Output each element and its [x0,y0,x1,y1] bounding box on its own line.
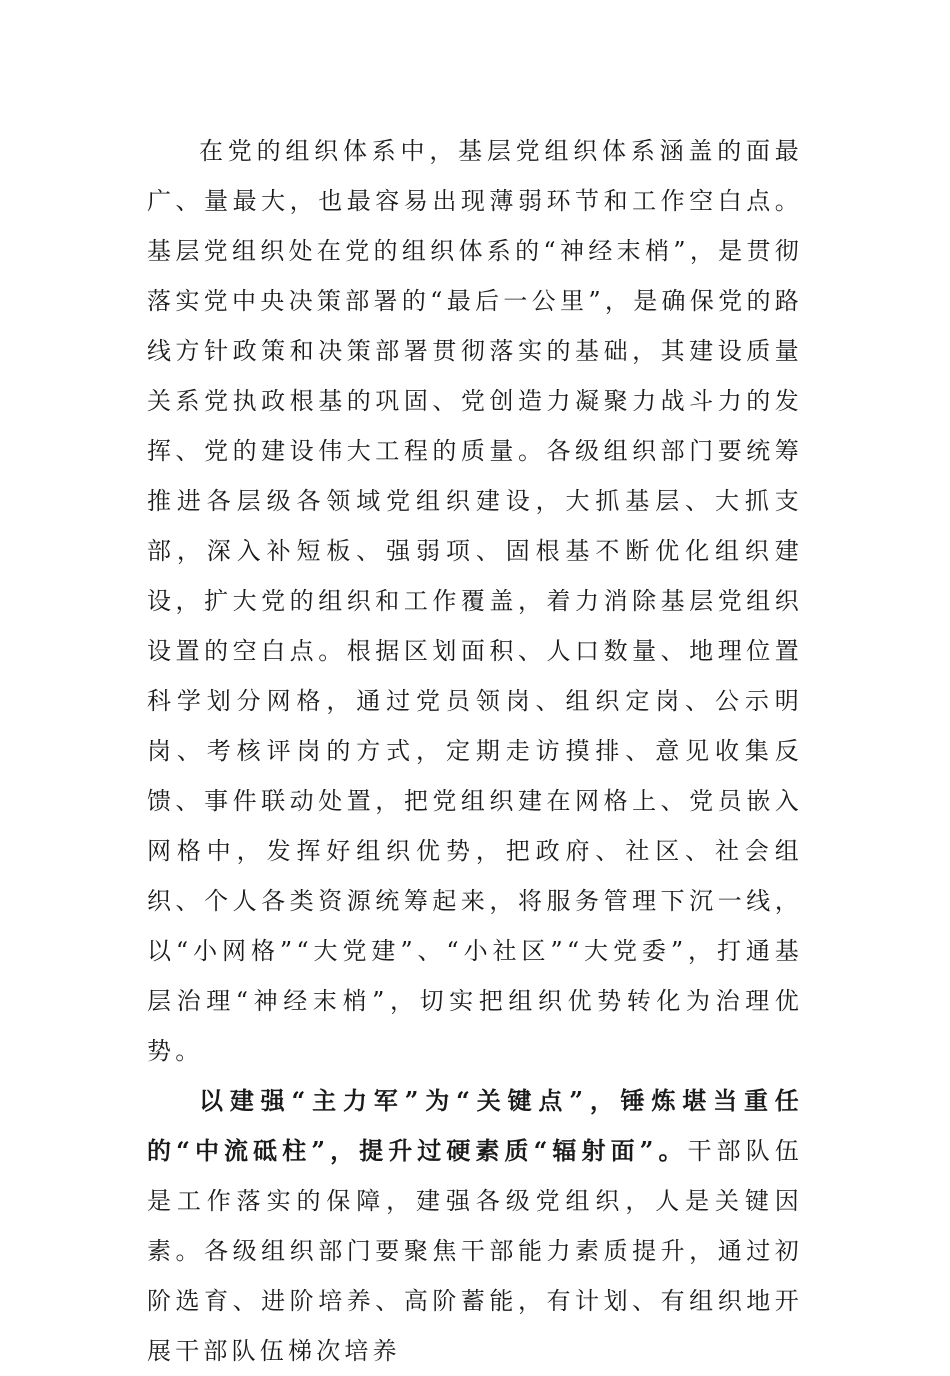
paragraph-2-lead: 以建强“主力军”为“关键点”，锤炼堪当重任的“中流砥柱”，提升过硬素质“辐射面”。 [147,1086,803,1165]
paragraph-2-body: 干部队伍是工作落实的保障，建强各级党组织，人是关键因素。各级组织部门要聚焦干部能力素质提升，通过初阶选育、进阶培养、高阶蓄能，有计划、有组织地开展干部队伍梯次培养 [147,1137,803,1365]
document-body [147,126,803,1376]
paragraph-1-body: 在党的组织体系中，基层党组织体系涵盖的面最广、量最大，也最容易出现薄弱环节和工作空白点。基层党组织处在党的组织体系的“神经末梢”，是贯彻落实党中央决策部署的“最后一公里”，是确保党的路线方针政策和决策部署贯彻落实的基础，其建设质量关系党执政根基的巩固、党创造力凝聚力战斗力的发挥、党的建设伟大工程的质量。各级组织部门要统筹推进各层级各领域党组织建设，大抓基层、大抓支部，深入补短板、强弱项、固根基不断优化组织建设，扩大党的组织和工作覆盖，着力消除基层党组织设置的空白点。根据区划面积、人口数量、地理位置科学划分网格，通过党员领岗、组织定岗、公示明岗、考核评岗的方式，定期走访摸排、意见收集反馈、事件联动处置，把党组织建在网格上、党员嵌入网格中，发挥好组织优势，把政府、社区、社会组织、个人各类资源统筹起来，将服务管理下沉一线，以“小网格”“大党建”、“小社区”“大党委”，打通基层治理“神经末梢”，切实把组织优势转化为治理优势。 [147,137,803,1065]
paragraph-1 [147,126,803,1076]
paragraph-2 [147,1076,803,1376]
